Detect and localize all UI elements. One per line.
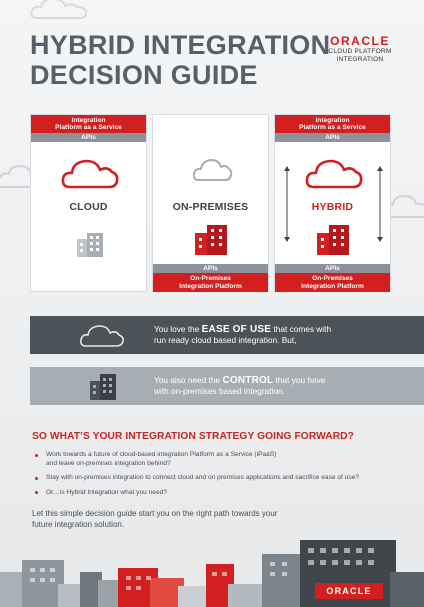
apis-gray-bar: APIs bbox=[153, 264, 268, 273]
control-band bbox=[30, 367, 424, 405]
cloud-icon bbox=[60, 155, 120, 191]
control-emphasis: CONTROL bbox=[222, 375, 274, 386]
cloud-icon bbox=[78, 322, 126, 349]
bullet-1-line-2: and leave on-premises integration behind? bbox=[46, 459, 171, 467]
band-text-post: that comes with bbox=[271, 324, 332, 334]
building-icon bbox=[195, 223, 227, 255]
closing-text bbox=[32, 509, 312, 530]
on-premises-line-2: Integration Platform bbox=[301, 282, 364, 290]
title-line-1: HYBRID INTEGRATION bbox=[30, 30, 331, 60]
title-line-2: DECISION GUIDE bbox=[30, 60, 258, 90]
on-premises-red-bar bbox=[275, 273, 390, 292]
background-cloud-icon bbox=[30, 0, 92, 20]
ipaas-red-bar bbox=[275, 115, 390, 133]
cloud-label: CLOUD bbox=[69, 201, 108, 213]
brand-subtitle-1: CLOUD PLATFORM bbox=[328, 48, 392, 55]
strategy-bullets bbox=[32, 451, 382, 503]
hybrid-panel bbox=[274, 114, 391, 292]
building-icon bbox=[317, 223, 349, 255]
building-icon bbox=[77, 231, 103, 257]
on-premises-line-1: On-Premises bbox=[190, 275, 231, 282]
page-title bbox=[30, 30, 330, 90]
ipaas-line-2: Platform as a Service bbox=[299, 124, 366, 131]
on-premises-line-2: Integration Platform bbox=[179, 282, 242, 290]
list-item: Stay with on-premises integration to connect cloud and on premises applications and sacrifice ease of use? bbox=[32, 474, 382, 483]
band-text-pre: You also need the bbox=[154, 375, 223, 385]
apis-gray-bar: APIs bbox=[31, 133, 146, 142]
ipaas-line-1: Integration bbox=[71, 116, 106, 124]
ipaas-line-2: Platform as a Service bbox=[55, 124, 122, 131]
oracle-brand bbox=[322, 34, 398, 64]
on-premises-red-bar bbox=[153, 273, 268, 292]
cloud-panel bbox=[30, 114, 147, 292]
ease-of-use-text bbox=[154, 324, 394, 346]
building-icon bbox=[90, 372, 116, 400]
hybrid-label: HYBRID bbox=[311, 201, 354, 213]
list-item: Or…is Hybrid Integration what you need? bbox=[32, 489, 382, 498]
closing-line-2: future integration solution. bbox=[32, 519, 125, 529]
brand-subtitle-2: INTEGRATION bbox=[336, 56, 384, 63]
ease-of-use-band bbox=[30, 316, 424, 354]
list-item bbox=[32, 451, 382, 468]
bullet-1-line-1: Work towards a future of cloud-based integration Platform as a Service (iPaaS) bbox=[46, 451, 277, 458]
ease-of-use-emphasis: EASE OF USE bbox=[201, 324, 272, 335]
cloud-icon bbox=[191, 155, 233, 183]
on-premises-panel bbox=[152, 114, 269, 292]
control-text bbox=[154, 375, 394, 397]
apis-gray-bar: APIs bbox=[275, 133, 390, 142]
on-premises-line-1: On-Premises bbox=[312, 275, 353, 282]
band-text-post: that you have bbox=[273, 375, 326, 385]
oracle-footer-badge: ORACLE bbox=[315, 583, 383, 599]
ipaas-red-bar bbox=[31, 115, 146, 133]
apis-gray-bar: APIs bbox=[275, 264, 390, 273]
oracle-logo: ORACLE bbox=[330, 34, 390, 48]
closing-line-1: Let this simple decision guide start you on the right path towards your bbox=[32, 509, 278, 518]
band-text-pre: You love the bbox=[154, 324, 202, 334]
strategy-question: SO WHAT’S YOUR INTEGRATION STRATEGY GOING FORWARD? bbox=[32, 431, 354, 442]
band-text-line2: run ready cloud based integration. But, bbox=[154, 335, 297, 345]
band-text-line2: with on-premises based integration. bbox=[154, 386, 285, 396]
cloud-icon bbox=[304, 155, 364, 191]
ipaas-line-1: Integration bbox=[315, 116, 350, 124]
on-premises-label: ON-PREMISES bbox=[172, 201, 249, 213]
